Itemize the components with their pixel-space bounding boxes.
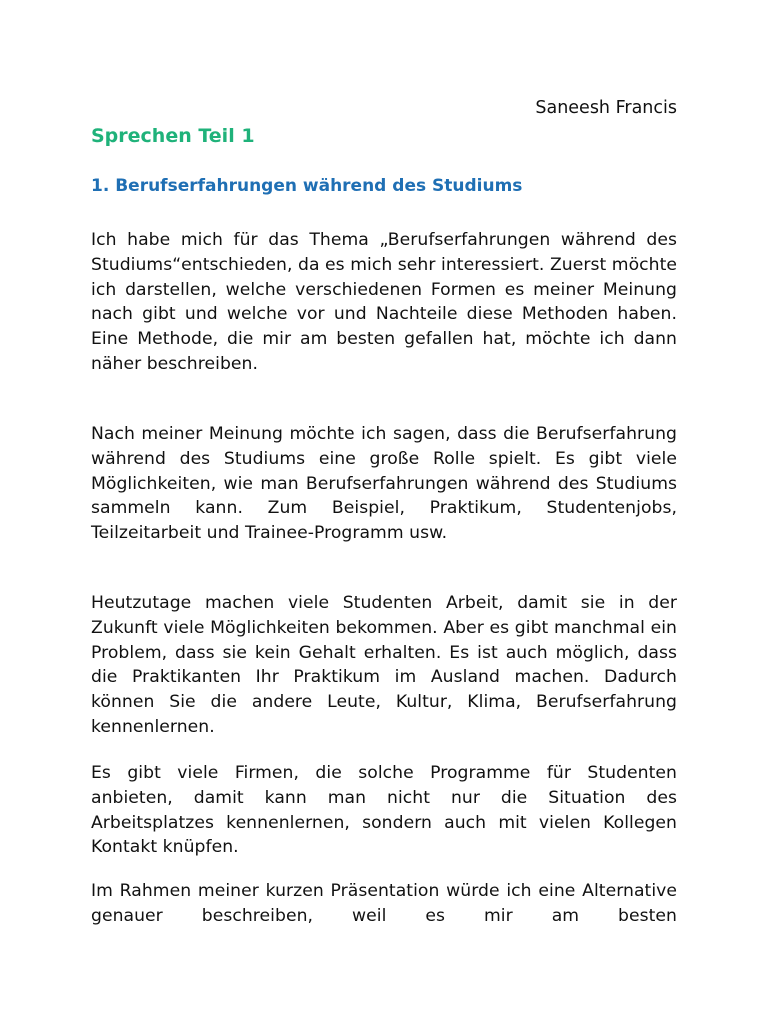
- paragraph-today: Heutzutage machen viele Studenten Arbeit, damit sie in der Zukunft viele Möglichkeiten bekommen. Aber es gibt manchmal ein Problem, dass sie kein Gehalt erhalten. Es ist auch möglich, dass die Praktikanten Ihr Praktikum im Ausland machen. Dadurch können Sie die andere Leute, Kultur, Klima, Berufserfahrung kennenlernen.: [91, 593, 677, 737]
- document-page: [91, 0, 677, 1024]
- paragraph-introduction: Ich habe mich für das Thema „Berufserfahrungen während des Studiums“entschieden, da es mich sehr interessiert. Zuerst möchte ich darstellen, welche verschiedenen Formen es meiner Meinung nach gibt und welche vor und Nachteile diese Methoden haben. Eine Methode, die mir am besten gefallen hat, möchte ich dann näher beschreiben.: [91, 230, 677, 374]
- paragraph-presentation: Im Rahmen meiner kurzen Präsentation würde ich eine Alternative genauer beschreiben, weil es mir am besten: [91, 881, 677, 926]
- author-name: Saneesh Francis: [535, 98, 677, 118]
- section-title: Sprechen Teil 1: [91, 125, 255, 147]
- topic-title: 1. Berufserfahrungen während des Studiums: [91, 176, 523, 196]
- paragraph-companies: Es gibt viele Firmen, die solche Programme für Studenten anbieten, damit kann man nicht nur die Situation des Arbeitsplatzes kennenlernen, sondern auch mit vielen Kollegen Kontakt knüpfen.: [91, 763, 677, 858]
- paragraph-opinion: Nach meiner Meinung möchte ich sagen, dass die Berufserfahrung während des Studiums eine große Rolle spielt. Es gibt viele Möglichkeiten, wie man Berufserfahrungen während des Studiums sammeln kann. Zum Beispiel, Praktikum, Studentenjobs, Teilzeitarbeit und Trainee-Programm usw.: [91, 424, 677, 544]
